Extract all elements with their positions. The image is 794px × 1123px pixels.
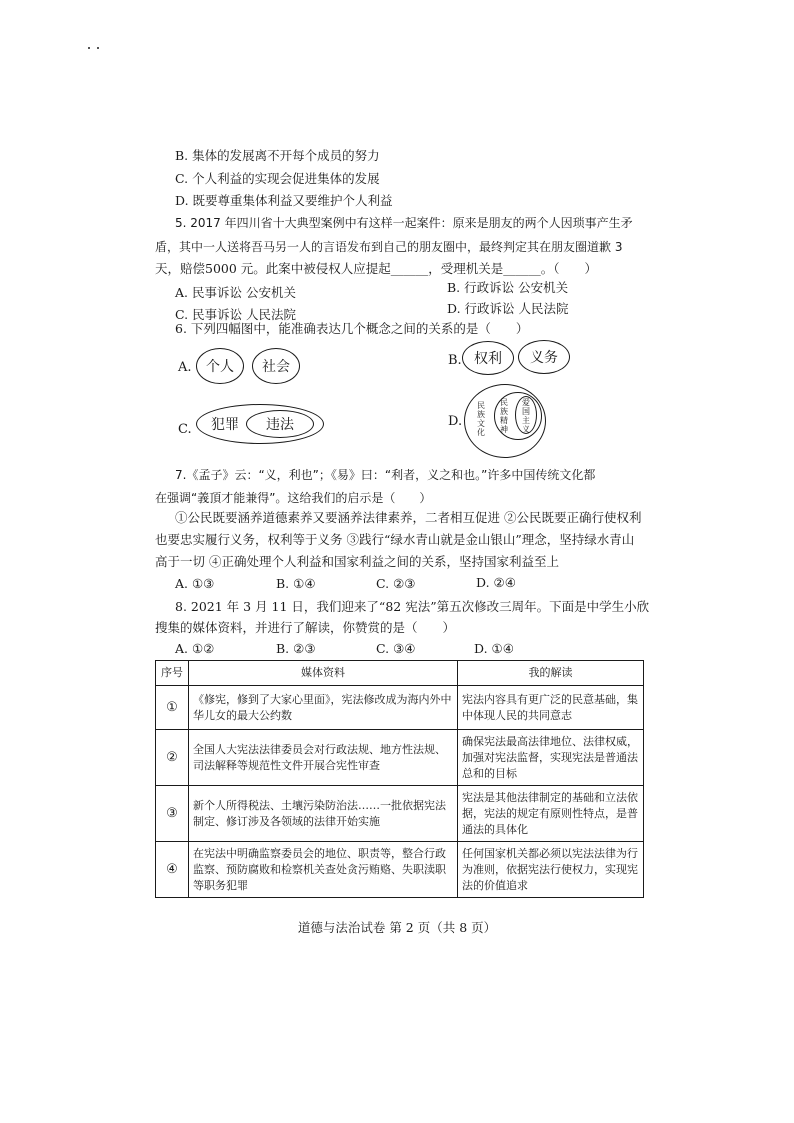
- prev-option-c: C. 个人利益的实现会促进集体的发展: [175, 171, 380, 186]
- row-number: ②: [156, 730, 189, 786]
- q5-option-d: D. 行政诉讼 人民法院: [447, 301, 569, 316]
- row-number: ①: [156, 686, 189, 730]
- q6-option-c-label: C.: [178, 422, 192, 437]
- q6-a-society-text: 社会: [262, 359, 290, 375]
- row-media: 全国人大宪法法律委员会对行政法规、地方性法规、司法解释等规范性文件开展合宪性审查: [189, 730, 458, 786]
- q6-d-patriotism-text: 爱国主义: [522, 398, 530, 434]
- q8-option-d: D. ①④: [474, 641, 514, 656]
- q6-option-d-label: D.: [448, 414, 463, 429]
- page-footer: 道德与法治试卷 第 2 页（共 8 页）: [297, 920, 497, 935]
- q6-a-society-circle: [252, 348, 300, 384]
- q5-option-a: A. 民事诉讼 公安机关: [175, 285, 296, 300]
- q8-option-c: C. ③④: [376, 641, 416, 656]
- q6-c-illegal-inner-ellipse: [246, 410, 314, 438]
- q6-d-spirit-text: 民族精神: [500, 398, 508, 434]
- row-reading: 宪法内容具有更广泛的民意基础，集中体现人民的共同意志: [458, 686, 644, 730]
- q7-option-c: C. ②③: [376, 576, 416, 591]
- q6-b-duties-circle: [518, 340, 570, 374]
- q8-stem-line2: 搜集的媒体资料，并进行了解读，你赞赏的是（ ）: [155, 620, 456, 635]
- scan-speck: [88, 47, 90, 49]
- table-row: [156, 786, 644, 842]
- table-header-number: 序号: [156, 661, 189, 686]
- table-row: [156, 730, 644, 786]
- q6-b-rights-text: 权利: [474, 351, 502, 367]
- prev-option-b: B. 集体的发展离不开每个成员的努力: [175, 148, 380, 163]
- q7-stem-line1: 7.《孟子》云：“义，利也”；《易》曰：“利者，义之和也。”许多中国传统文化都: [175, 468, 596, 482]
- q8-option-b: B. ②③: [276, 641, 316, 656]
- q7-item-line2: 也要忠实履行义务，权利等于义务 ③践行“绿水青山就是金山银山”理念，坚持绿水青山: [155, 532, 635, 547]
- q6-d-culture-text: 民族文化: [477, 401, 485, 437]
- q5-stem-line3: 天，赔偿5000 元。此案中被侵权人应提起______，受理机关是______。（ ）: [155, 261, 598, 276]
- q8-stem-line1: 8. 2021 年 3 月 11 日，我们迎来了“82 宪法”第五次修改三周年。下面是中学生小欣: [175, 599, 650, 614]
- q6-option-b-label: B.: [448, 353, 462, 368]
- table-row: [156, 686, 644, 730]
- row-number: ③: [156, 786, 189, 842]
- row-reading: 宪法是其他法律制定的基础和立法依据，宪法的规定有原则性特点，是普通法的具体化: [458, 786, 644, 842]
- table-header-reading: 我的解读: [458, 661, 644, 686]
- table-header-row: [156, 661, 644, 686]
- row-number: ④: [156, 842, 189, 898]
- q7-option-d: D. ②④: [476, 575, 516, 590]
- q6-c-crime-text: 犯罪: [211, 417, 239, 433]
- q5-option-c: C. 民事诉讼 人民法院: [175, 307, 297, 322]
- q6-b-rights-circle: [462, 341, 514, 375]
- q6-a-individual-circle: [196, 348, 244, 384]
- q7-item-line1: ①公民既要涵养道德素养又要涵养法律素养，二者相互促进 ②公民既要正确行使权利: [175, 510, 642, 525]
- q7-option-a: A. ①③: [175, 576, 215, 591]
- table-row: [156, 842, 644, 898]
- prev-option-d: D. 既要尊重集体利益又要维护个人利益: [175, 193, 393, 208]
- table-header-media: 媒体资料: [189, 661, 458, 686]
- q7-option-b: B. ①④: [276, 576, 316, 591]
- q8-option-a: A. ①②: [175, 641, 215, 656]
- q7-stem-line2: 在强调“義頂才能兼得”。这给我们的启示是（ ）: [155, 491, 432, 505]
- q6-c-illegal-text: 违法: [266, 417, 294, 433]
- q5-stem-line1: 5. 2017 年四川省十大典型案例中有这样一起案件：原来是朋友的两个人因琐事产生矛: [175, 216, 633, 230]
- row-reading: 确保宪法最高法律地位、法律权威，加强对宪法监督，实现宪法是普通法总和的目标: [458, 730, 644, 786]
- q5-option-b: B. 行政诉讼 公安机关: [447, 280, 569, 295]
- q6-option-a-label: A.: [178, 360, 192, 375]
- scan-speck: [97, 47, 99, 49]
- q7-item-line3: 高于一切 ④正确处理个人利益和国家利益之间的关系，坚持国家利益至上: [155, 554, 559, 569]
- row-media: 《修宪，修到了大家心里面》，宪法修改成为海内外中华儿女的最大公约数: [189, 686, 458, 730]
- media-interpretation-table: [155, 660, 644, 898]
- q6-stem: 6. 下列四幅图中，能准确表达几个概念之间的关系的是（ ）: [175, 321, 529, 336]
- row-media: 新个人所得税法、土壤污染防治法……一批依据宪法制定、修订涉及各领域的法律开始实施: [189, 786, 458, 842]
- q6-a-individual-text: 个人: [206, 359, 234, 375]
- row-media: 在宪法中明确监察委员会的地位、职责等，整合行政监察、预防腐败和检察机关查处贪污贿赂、失职渎职等职务犯罪: [189, 842, 458, 898]
- q6-b-duties-text: 义务: [530, 350, 558, 366]
- q5-stem-line2: 盾，其中一人送将吾马另一人的言语发布到自己的朋友圈中，最终判定其在朋友圈道歉 3: [155, 240, 623, 254]
- row-reading: 任何国家机关都必须以宪法法律为行为准则，依据宪法行使权力，实现宪法的价值追求: [458, 842, 644, 898]
